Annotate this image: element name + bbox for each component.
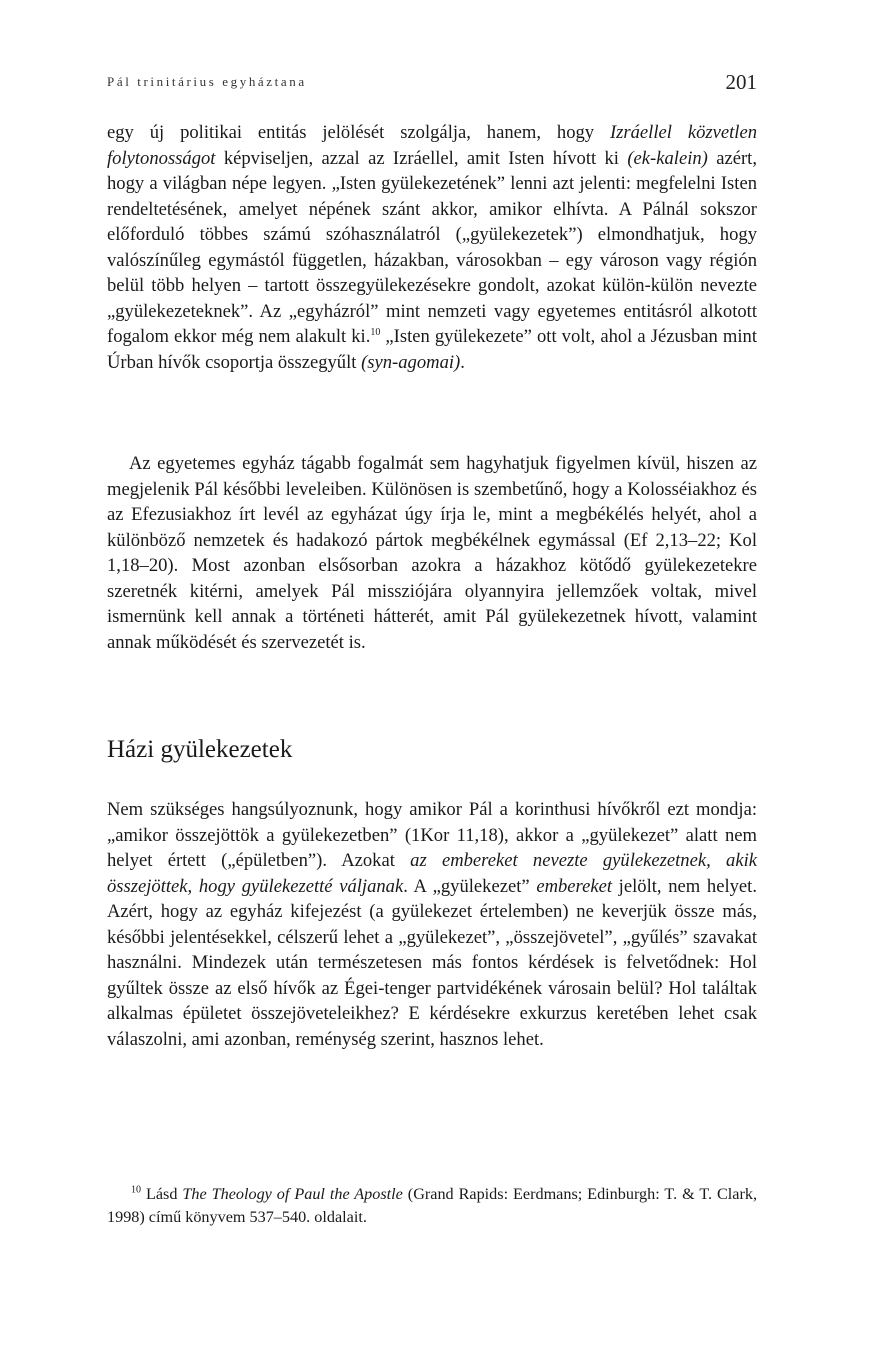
italic-phrase: Izráellel közvetlen folytonosságot xyxy=(107,122,757,169)
italic-phrase: embereket xyxy=(536,875,613,897)
footnote-text: (Grand Rapids: Eerdmans; Edinburgh: T. & T. Clark, 1998) című könyvem 537–540. oldalait. xyxy=(107,1185,758,1226)
footnote-reference: 10 xyxy=(370,326,381,338)
body-paragraph-2: Az egyetemes egyház tágabb fogalmát sem hagyhatjuk figyelmen kívül, hiszen az megjelenik Pál későbbi leveleiben. Különösen is szembetűnő, hogy a Kolosséiakhoz és az Efezusiakhoz írt levél az egyházat úgy írja le, mint a megbékélés helyét, ahol a különböző nemzetek és hadakozó pártok megbékélnek egymással (Ef 2,13–22; Kol 1,18–20). Most azonban elsősorban azokra a házakhoz kötődő gyülekezetekre szeretnék kitérni, amelyek Pál missziójára olyannyira jellemzőek voltak, mivel ismernünk kell annak a történeti hátterét, amit Pál gyülekezetnek hívott, valamint annak működését és szervezetét is. xyxy=(107,453,757,653)
footnote-book-title: The Theology of Paul the Apostle xyxy=(182,1185,403,1203)
paragraph-text: egy új politikai entitás jelölését szolgálja, hanem, hogy xyxy=(107,122,610,143)
section-heading: Házi gyülekezetek xyxy=(107,736,293,763)
paragraph-text: . A „gyülekezet” xyxy=(403,875,537,897)
paragraph-text: . xyxy=(460,351,465,373)
body-paragraph-1 xyxy=(107,120,757,375)
paragraph-text: „Isten gyülekezete” ott volt, ahol a Jézusban mint Úrban hívők csoportja összegyűlt xyxy=(107,326,757,373)
paragraph-text: jelölt, nem helyet. Azért, hogy az egyház kifejezést (a gyülekezet értelemben) ne keverjük össze más, későbbi jelentésekkel, célszerű lehet a „gyülekezet”, „összejövetel”, „gyűlés” szavakat használni. Mindezek után természetesen más fontos kérdések is felvetődnek: Hol gyűltek össze az első hívők az Égei-tenger partvidékének városain belül? Hol találtak alkalmas épületet összejöveteleikhez? E kérdésekre exkurzus keretében lehet csak válaszolni, ami azonban, reménység szerint, hasznos lehet. xyxy=(107,875,757,1050)
footnote xyxy=(107,1183,757,1229)
footnote-text: Lásd xyxy=(141,1185,183,1203)
paragraph-text: képviseljen, azzal az Izráellel, amit Isten hívott ki xyxy=(215,147,628,169)
footnote-number: 10 xyxy=(131,1184,141,1196)
body-paragraph-3 xyxy=(107,797,757,1052)
running-title: Pál trinitárius egyháztana xyxy=(107,74,307,89)
paragraph-text: azért, hogy a világban népe legyen. „Isten gyülekezetének” lenni azt jelenti: megfelelni Isten rendeltetésének, amelyet népének szánt akkor, amikor elhívta. A Pálnál sokszor előforduló többes számú szóhasználatról („gyülekezetek”) elmondhatjuk, hogy valószínűleg egymástól független, házakban, városokban – egy városon vagy régión belül több helyen – tartott összegyülekezésekre gondolt, azokat külön-külön nevezte „gyülekezeteknek”. Az „egyházról” mint nemzeti vagy egyetemes entitásról alkotott fogalom ekkor még nem alakult ki. xyxy=(107,147,757,347)
italic-phrase: (syn-agomai) xyxy=(361,351,461,373)
running-head xyxy=(107,70,757,94)
italic-phrase: az embereket nevezte gyülekezetnek, akik összejöttek, hogy gyülekezetté váljanak xyxy=(107,850,757,897)
italic-phrase: (ek-kalein) xyxy=(627,147,708,169)
page-number: 201 xyxy=(725,70,757,94)
paragraph-text: Nem szükséges hangsúlyoznunk, hogy amikor Pál a korinthusi hívőkről ezt mondja: „amikor összejöttök a gyülekezetben” (1Kor 11,18), akkor a „gyülekezet” alatt nem helyet értett („épületben”). Azokat xyxy=(107,799,757,871)
